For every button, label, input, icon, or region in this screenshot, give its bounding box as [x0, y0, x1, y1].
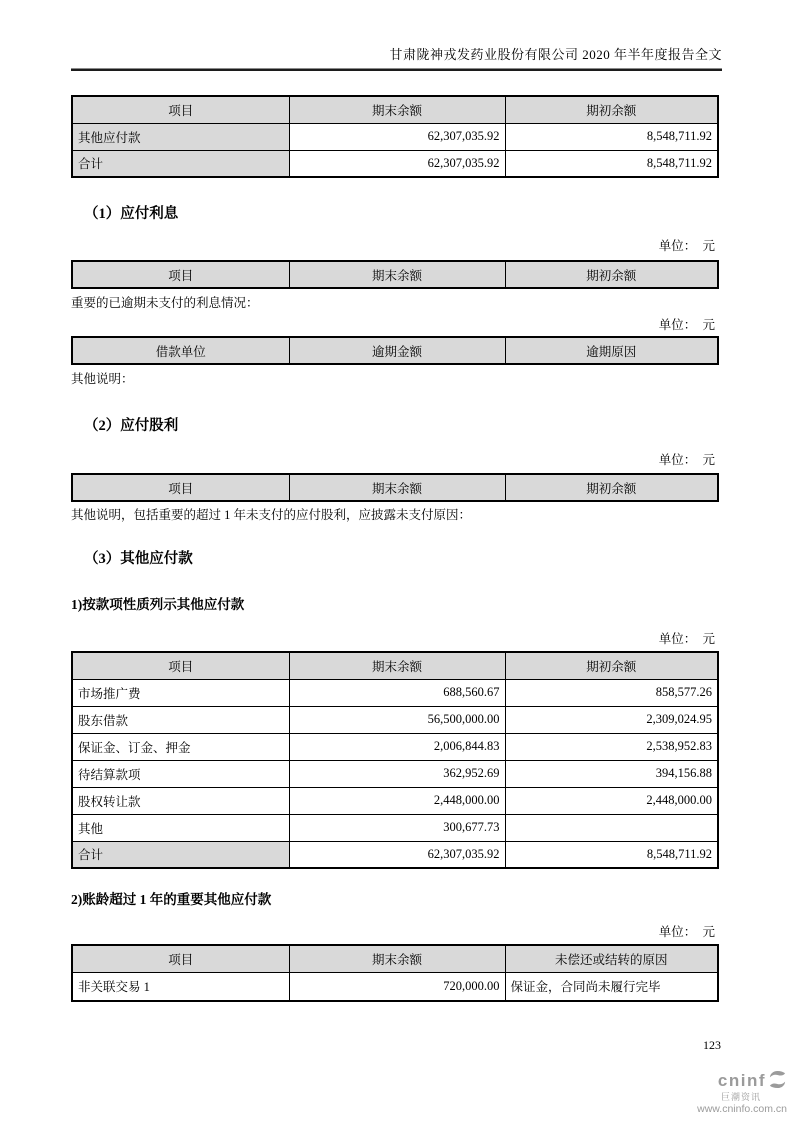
column-header-ending-balance: 期末余额 [289, 261, 505, 288]
column-header-ending-balance: 期末余额 [289, 96, 505, 123]
beginning-balance-value: 8,548,711.92 [505, 841, 718, 868]
beginning-balance-value: 8,548,711.92 [505, 150, 718, 177]
column-header-ending-balance: 期末余额 [289, 652, 505, 679]
column-header-item: 项目 [72, 474, 289, 501]
page-number: 123 [703, 1038, 721, 1052]
aging-over-one-year-table [71, 944, 719, 1002]
subsection-1-title: 1)按款项性质列示其他应付款 [71, 597, 245, 612]
beginning-balance-value: 2,538,952.83 [505, 733, 718, 760]
table-row [72, 123, 718, 150]
ending-balance-value: 300,677.73 [289, 814, 505, 841]
cninfo-brand-text: cninf [717, 1071, 766, 1091]
section-1-title: （1）应付利息 [84, 206, 179, 222]
unit-label: 单位： 元 [658, 925, 715, 939]
table-row [72, 972, 718, 1001]
table-row [72, 706, 718, 733]
column-header-item: 项目 [72, 261, 289, 288]
unit-label: 单位： 元 [658, 239, 715, 253]
column-header-beginning-balance: 期初余额 [505, 652, 718, 679]
table-row [72, 814, 718, 841]
header-divider [71, 68, 722, 71]
table-row-total [72, 150, 718, 177]
reason-value: 保证金，合同尚未履行完毕 [505, 972, 718, 1001]
column-header-overdue-amount: 逾期金额 [289, 337, 505, 364]
column-header-beginning-balance: 期初余额 [505, 474, 718, 501]
interest-payable-table [71, 260, 719, 289]
overdue-interest-note: 重要的已逾期未支付的利息情况： [71, 296, 259, 310]
beginning-balance-value: 8,548,711.92 [505, 123, 718, 150]
other-explanation-note: 其他说明： [71, 372, 134, 386]
table-header-row [72, 261, 718, 288]
unit-label: 单位： 元 [658, 632, 715, 646]
report-title: 甘肃陇神戎发药业股份有限公司 2020 年半年度报告全文 [389, 47, 722, 62]
table-row [72, 760, 718, 787]
row-label: 合计 [72, 841, 289, 868]
row-label: 股权转让款 [72, 787, 289, 814]
row-label: 股东借款 [72, 706, 289, 733]
ending-balance-value: 62,307,035.92 [289, 150, 505, 177]
other-payables-by-nature-table [71, 651, 719, 869]
subsection-2-title: 2)账龄超过 1 年的重要其他应付款 [71, 892, 272, 907]
document-header [71, 0, 722, 71]
table-header-row [72, 474, 718, 501]
ending-balance-value: 2,006,844.83 [289, 733, 505, 760]
row-label: 其他 [72, 814, 289, 841]
column-header-overdue-reason: 逾期原因 [505, 337, 718, 364]
cninfo-logo [697, 1070, 787, 1116]
row-label: 市场推广费 [72, 679, 289, 706]
ending-balance-value: 62,307,035.92 [289, 841, 505, 868]
ending-balance-value: 2,448,000.00 [289, 787, 505, 814]
beginning-balance-value [505, 814, 718, 841]
other-payables-summary-table [71, 95, 719, 178]
row-label: 合计 [72, 150, 289, 177]
table-header-row [72, 945, 718, 972]
row-label: 保证金、订金、押金 [72, 733, 289, 760]
table-header-row [72, 652, 718, 679]
row-label: 非关联交易 1 [72, 972, 289, 1001]
column-header-ending-balance: 期末余额 [289, 945, 505, 972]
table-row [72, 733, 718, 760]
table-row [72, 787, 718, 814]
section-2-title: （2）应付股利 [84, 418, 179, 434]
column-header-item: 项目 [72, 652, 289, 679]
column-header-beginning-balance: 期初余额 [505, 96, 718, 123]
table-row-total [72, 841, 718, 868]
unit-label: 单位： 元 [658, 453, 715, 467]
beginning-balance-value: 2,448,000.00 [505, 787, 718, 814]
section-3-title: （3）其他应付款 [84, 551, 193, 567]
overdue-interest-table [71, 336, 719, 365]
beginning-balance-value: 858,577.26 [505, 679, 718, 706]
table-header-row [72, 96, 718, 123]
row-label: 待结算款项 [72, 760, 289, 787]
row-label: 其他应付款 [72, 123, 289, 150]
cninfo-swirl-icon [768, 1070, 787, 1094]
cninfo-url: www.cninfo.com.cn [697, 1103, 787, 1116]
dividends-note: 其他说明，包括重要的超过 1 年未支付的应付股利，应披露未支付原因： [71, 508, 472, 522]
column-header-item: 项目 [72, 945, 289, 972]
ending-balance-value: 56,500,000.00 [289, 706, 505, 733]
column-header-beginning-balance: 期初余额 [505, 261, 718, 288]
dividends-payable-table [71, 473, 719, 502]
column-header-item: 项目 [72, 96, 289, 123]
ending-balance-value: 362,952.69 [289, 760, 505, 787]
table-header-row [72, 337, 718, 364]
ending-balance-value: 688,560.67 [289, 679, 505, 706]
cninfo-chinese-name: 巨潮资讯 [720, 1091, 761, 1102]
beginning-balance-value: 2,309,024.95 [505, 706, 718, 733]
table-row [72, 679, 718, 706]
cninfo-logo-row [697, 1070, 787, 1094]
column-header-ending-balance: 期末余额 [289, 474, 505, 501]
column-header-reason: 未偿还或结转的原因 [505, 945, 718, 972]
ending-balance-value: 62,307,035.92 [289, 123, 505, 150]
ending-balance-value: 720,000.00 [289, 972, 505, 1001]
unit-label: 单位： 元 [658, 318, 715, 332]
beginning-balance-value: 394,156.88 [505, 760, 718, 787]
column-header-borrower: 借款单位 [72, 337, 289, 364]
